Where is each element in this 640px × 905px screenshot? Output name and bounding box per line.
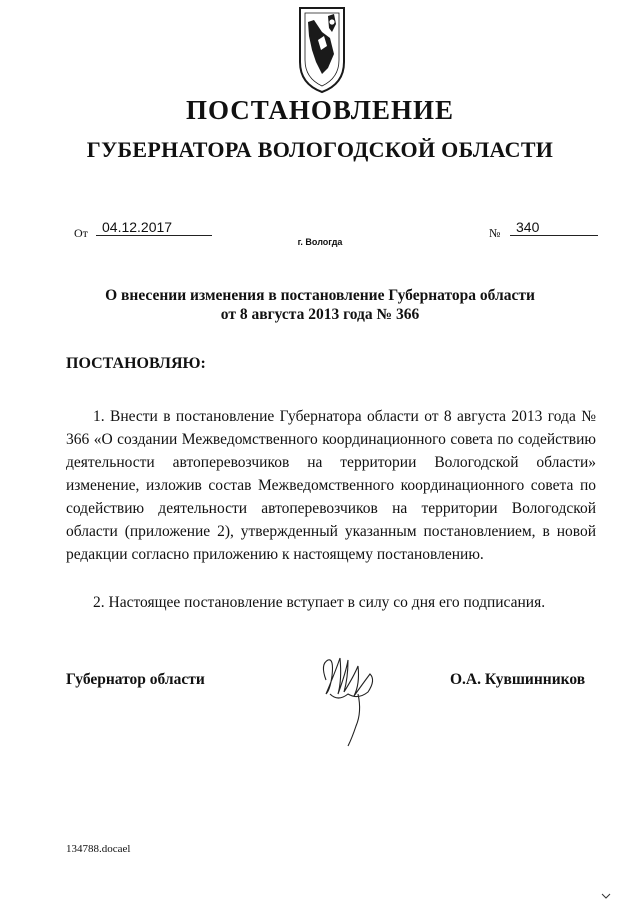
number-prefix: № — [489, 226, 501, 240]
file-name: 134788.docael — [66, 843, 131, 855]
coat-of-arms-icon — [294, 2, 350, 94]
document-subject — [0, 286, 640, 324]
document-date: 04.12.2017 — [96, 219, 212, 236]
handwritten-signature — [318, 650, 388, 750]
city: г. Вологда — [297, 237, 343, 247]
corner-mark-icon — [601, 893, 611, 899]
document-number: 340 — [510, 219, 598, 236]
date-prefix: От — [74, 226, 88, 240]
paragraph-1: 1. Внести в постановление Губернатора области от 8 августа 2013 года № 366 «О создании Межведомственного координационного совета по содействию деятельности автоперевозчиков на территории Вологодской области» изменение, изложив состав Межведомственного координационного совета по содействию деятельности автоперевозчиков на территории Вологодской области (приложение 2), утвержденный указанным постановлением, в новой редакции согласно приложению к настоящему постановлению. — [66, 408, 596, 563]
signer-name: О.А. Кувшинников — [450, 671, 586, 688]
document-subtitle: ГУБЕРНАТОРА ВОЛОГОДСКОЙ ОБЛАСТИ — [86, 137, 554, 162]
signer-position: Губернатор области — [66, 671, 205, 688]
decree-heading: ПОСТАНОВЛЯЮ: — [66, 355, 206, 372]
paragraph-2: 2. Настоящее постановление вступает в силу со дня его подписания. — [93, 594, 546, 611]
document-title: ПОСТАНОВЛЕНИЕ — [185, 95, 455, 125]
subject-line-2: от 8 августа 2013 года № 366 — [220, 306, 420, 323]
subject-line-1: О внесении изменения в постановление Губернатора области — [105, 287, 535, 304]
